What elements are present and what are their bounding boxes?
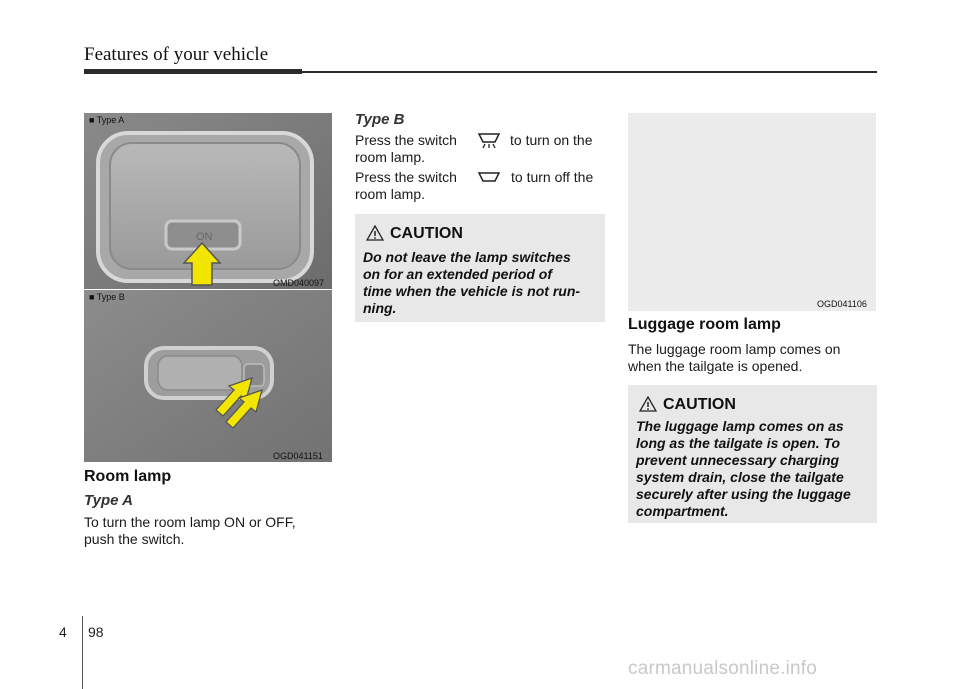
page-header-title: Features of your vehicle	[84, 44, 269, 65]
watermark: carmanualsonline.info	[628, 658, 818, 679]
type-a-text-line2: push the switch.	[84, 531, 185, 547]
page-number: 98	[88, 624, 104, 640]
figure-type-b-label: ■ Type B	[89, 292, 125, 302]
type-b-on-line2: room lamp.	[355, 149, 426, 165]
caution-text-line2: long as the tailgate is open. To	[636, 435, 841, 451]
footer-divider	[82, 616, 83, 689]
caution-text-line4: ning.	[363, 300, 397, 316]
caution-text-line2: on for an extended period of	[363, 266, 553, 282]
caution-text-line5: securely after using the luggage	[636, 486, 851, 502]
type-b-off-before: Press the switch	[355, 169, 457, 185]
room-lamp-type-a-illustration	[84, 113, 332, 289]
figure-type-b-photo	[84, 290, 332, 462]
caution-text-line6: compartment.	[636, 503, 729, 519]
caution-text-line1: Do not leave the lamp switches	[363, 249, 571, 265]
warning-triangle-icon	[639, 396, 657, 412]
type-b-off-after: to turn off the	[511, 169, 594, 185]
caution-text-line1: The luggage lamp comes on as	[636, 418, 844, 434]
type-a-text-line1: To turn the room lamp ON or OFF,	[84, 514, 296, 530]
type-b-on-after: to turn on the	[510, 132, 593, 148]
warning-triangle-icon	[366, 225, 384, 241]
header-rule-thick	[84, 69, 302, 74]
figure-type-b-code: OGD041151	[273, 451, 323, 461]
type-b-on-before: Press the switch	[355, 132, 457, 148]
luggage-lamp-title: Luggage room lamp	[628, 316, 781, 333]
room-lamp-title: Room lamp	[84, 468, 172, 485]
on-button-text: ON	[196, 231, 213, 243]
caution-box-luggage-lamp	[628, 385, 877, 523]
figure-type-a-photo	[84, 113, 332, 289]
luggage-text-line1: The luggage room lamp comes on	[628, 341, 841, 357]
caution-text-line3: prevent unnecessary charging	[636, 452, 840, 468]
type-b-off-line2: room lamp.	[355, 186, 426, 202]
caution-title: CAUTION	[390, 225, 463, 242]
figure-type-a-label: ■ Type A	[89, 115, 125, 125]
caution-text-line4: system drain, close the tailgate	[636, 469, 844, 485]
type-a-subtitle: Type A	[84, 492, 133, 509]
room-lamp-type-b-illustration	[84, 290, 332, 462]
figure-luggage-code: OGD041106	[817, 299, 867, 309]
caution-box-lamp-switches	[355, 214, 605, 322]
header-rule-thin	[302, 71, 877, 73]
chapter-number: 4	[59, 624, 67, 640]
lamp-on-switch-icon	[476, 131, 502, 149]
type-b-subtitle: Type B	[355, 111, 405, 128]
lamp-off-switch-icon	[476, 170, 502, 184]
caution-title: CAUTION	[663, 396, 736, 413]
luggage-text-line2: when the tailgate is opened.	[628, 358, 803, 374]
figure-type-a-code: OMD040097	[273, 278, 325, 288]
caution-text-line3: time when the vehicle is not run-	[363, 283, 581, 299]
figure-luggage-lamp-photo	[628, 113, 876, 311]
